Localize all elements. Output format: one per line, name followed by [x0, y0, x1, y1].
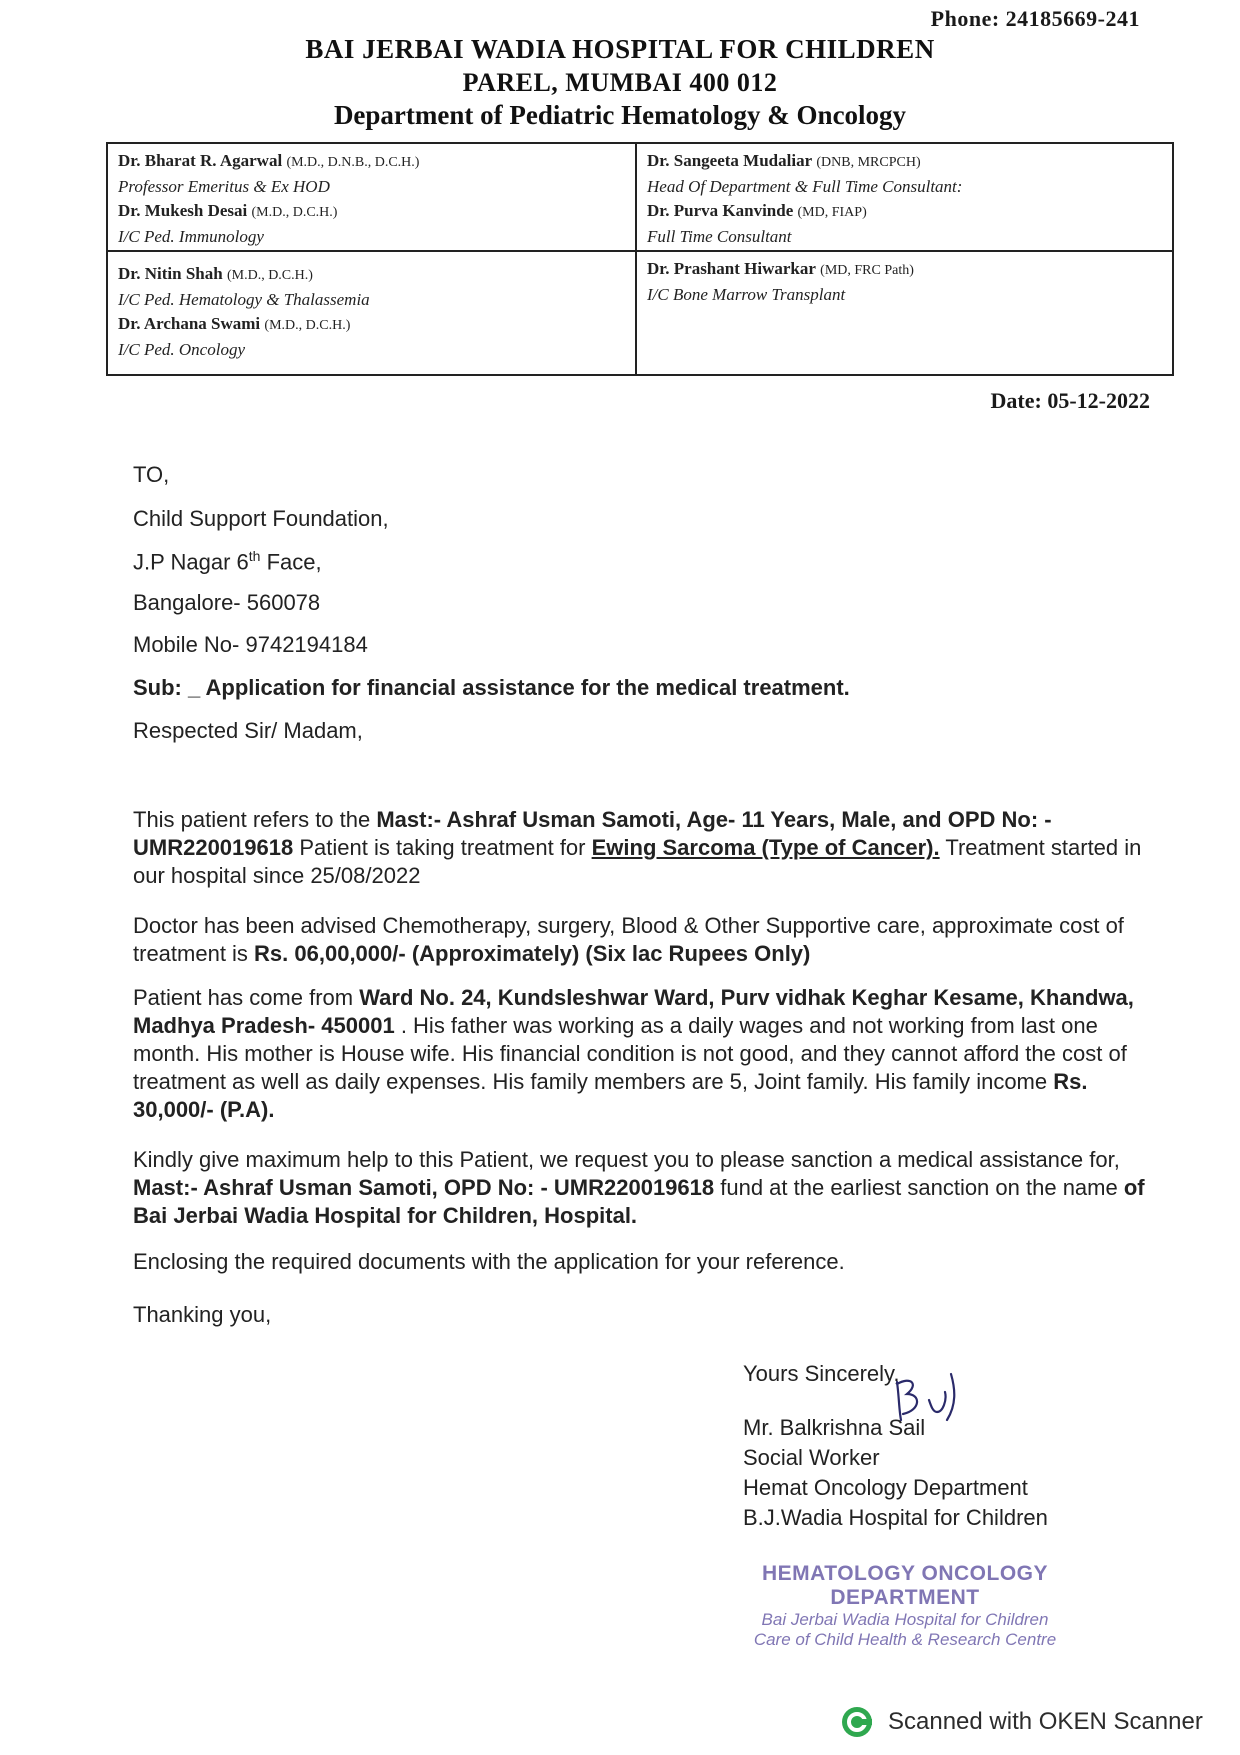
recipient-org: Child Support Foundation,	[133, 506, 389, 531]
para1-patient-id: Mast:- Ashraf Usman Samoti, Age- 11 Years, Male, and OPD No: - UMR220019618	[133, 807, 1052, 860]
department-stamp	[715, 1562, 1095, 1650]
para1-diagnosis: Ewing Sarcoma (Type of Cancer).	[591, 835, 940, 860]
recipient-to: TO,	[133, 462, 170, 487]
paragraph-treatment-cost	[133, 912, 1163, 968]
hospital-name: BAI JERBAI WADIA HOSPITAL FOR CHILDREN	[305, 34, 935, 64]
doctor-role: I/C Ped. Immunology	[118, 227, 264, 246]
para4-text-1: Kindly give maximum help to this Patient, we request you to please sanction a medical assistance for,	[133, 1147, 1120, 1172]
doctor-qualification: (M.D., D.N.B., D.C.H.)	[286, 155, 420, 170]
para3-address: Ward No. 24, Kundsleshwar Ward, Purv vidhak Keghar Kesame, Khandwa, Madhya Pradesh- 450001	[133, 985, 1134, 1038]
doctors-cell-bottom-right	[637, 252, 1172, 374]
para4-hospital: of Bai Jerbai Wadia Hospital for Children, Hospital.	[133, 1175, 1145, 1228]
doctor-name: Dr. Nitin Shah	[118, 264, 223, 283]
doctor-role: I/C Bone Marrow Transplant	[647, 285, 846, 304]
signature-title: Social Worker	[743, 1445, 880, 1470]
recipient-mobile: Mobile No- 9742194184	[133, 632, 368, 657]
recipient-address-sup: th	[248, 548, 261, 564]
doctor-line	[647, 149, 1162, 175]
doctor-name: Dr. Mukesh Desai	[118, 201, 248, 220]
para3-text-1: Patient has come from	[133, 985, 360, 1010]
signature-name: Mr. Balkrishna Sail	[743, 1415, 926, 1440]
doctor-line	[118, 262, 625, 288]
doctor-qualification: (MD, FIAP)	[797, 205, 867, 220]
para2-cost: Rs. 06,00,000/- (Approximately) (Six lac Rupees Only)	[254, 941, 811, 966]
doctor-line	[647, 199, 1162, 225]
oken-scanner-logo-icon	[840, 1705, 874, 1739]
handwritten-signature	[885, 1370, 965, 1428]
doctors-cell-top-right	[637, 144, 1172, 252]
recipient-address-main: J.P Nagar 6	[133, 549, 249, 575]
para3-text-2: . His father was working as a daily wages and not working from last one month. His mother is House wife. His financial condition is not good, and they cannot afford the cost of treatment as well as daily expenses. His family members are 5, Joint family. His family income	[133, 1013, 1127, 1094]
paragraph-patient-details	[133, 806, 1163, 890]
para4-text-2: fund at the earliest sanction on the name	[714, 1175, 1124, 1200]
doctor-qualification: (MD, FRC Path)	[820, 263, 914, 278]
signature-org: B.J.Wadia Hospital for Children	[743, 1505, 1048, 1530]
hospital-phone: Phone: 24185669-241	[930, 6, 1140, 31]
recipient-address-tail: Face,	[260, 549, 322, 575]
stamp-line-1: HEMATOLOGY ONCOLOGY DEPARTMENT	[761, 1562, 1049, 1609]
paragraph-family-details	[133, 984, 1163, 1124]
signature-dept: Hemat Oncology Department	[743, 1475, 1028, 1500]
para1-text-2: Patient is taking treatment for	[293, 835, 592, 860]
paragraph-request	[133, 1146, 1163, 1230]
doctor-role: I/C Ped. Hematology & Thalassemia	[118, 290, 370, 309]
doctor-name: Dr. Purva Kanvinde	[647, 201, 794, 220]
doctor-qualification: (M.D., D.C.H.)	[226, 268, 313, 283]
doctor-name: Dr. Prashant Hiwarkar	[647, 259, 816, 278]
doctors-cell-top-left	[108, 144, 637, 252]
doctor-role: Professor Emeritus & Ex HOD	[118, 177, 330, 196]
doctor-line	[118, 312, 625, 338]
stamp-line-3: Care of Child Health & Research Centre	[753, 1630, 1057, 1649]
signature-sincerely: Yours Sincerely,	[743, 1361, 900, 1386]
para4-patient-id: Mast:- Ashraf Usman Samoti, OPD No: - UMR220019618	[133, 1175, 715, 1200]
stamp-line-2: Bai Jerbai Wadia Hospital for Children	[761, 1610, 1049, 1629]
para3-income: Rs. 30,000/- (P.A).	[133, 1069, 1088, 1122]
paragraph-enclosures: Enclosing the required documents with the application for your reference.	[133, 1249, 845, 1274]
recipient-address	[133, 548, 322, 575]
doctor-role: Head Of Department & Full Time Consultant:	[647, 177, 963, 196]
doctor-name: Dr. Bharat R. Agarwal	[118, 151, 283, 170]
letter-date: Date: 05-12-2022	[990, 388, 1150, 413]
recipient-city: Bangalore- 560078	[133, 590, 321, 615]
para1-text-3: Treatment started in our hospital since 25/08/2022	[133, 835, 1142, 888]
doctors-table	[106, 142, 1174, 376]
scanner-watermark-text: Scanned with OKEN Scanner	[888, 1708, 1203, 1735]
doctor-name: Dr. Sangeeta Mudaliar	[647, 151, 813, 170]
doctor-qualification: (M.D., D.C.H.)	[251, 205, 338, 220]
doctor-line	[118, 149, 625, 175]
doctors-cell-bottom-left	[108, 252, 637, 374]
doctor-qualification: (M.D., D.C.H.)	[264, 318, 351, 333]
doctor-line	[118, 199, 625, 225]
scanner-watermark	[840, 1705, 1203, 1739]
para1-text-1: This patient refers to the	[133, 807, 377, 832]
closing: Thanking you,	[133, 1302, 272, 1327]
doctor-name: Dr. Archana Swami	[118, 314, 261, 333]
letter-subject: Sub: _ Application for financial assistance for the medical treatment.	[133, 675, 850, 700]
salutation: Respected Sir/ Madam,	[133, 718, 363, 743]
department-name: Department of Pediatric Hematology & Oncology	[333, 100, 907, 130]
doctor-role: Full Time Consultant	[647, 227, 792, 246]
hospital-address: PAREL, MUMBAI 400 012	[462, 68, 778, 97]
para2-text-1: Doctor has been advised Chemotherapy, surgery, Blood & Other Supportive care, approximate cost of treatment is	[133, 913, 1124, 966]
doctor-qualification: (DNB, MRCPCH)	[816, 155, 921, 170]
doctor-line	[647, 257, 1162, 283]
doctor-role: I/C Ped. Oncology	[118, 340, 245, 359]
